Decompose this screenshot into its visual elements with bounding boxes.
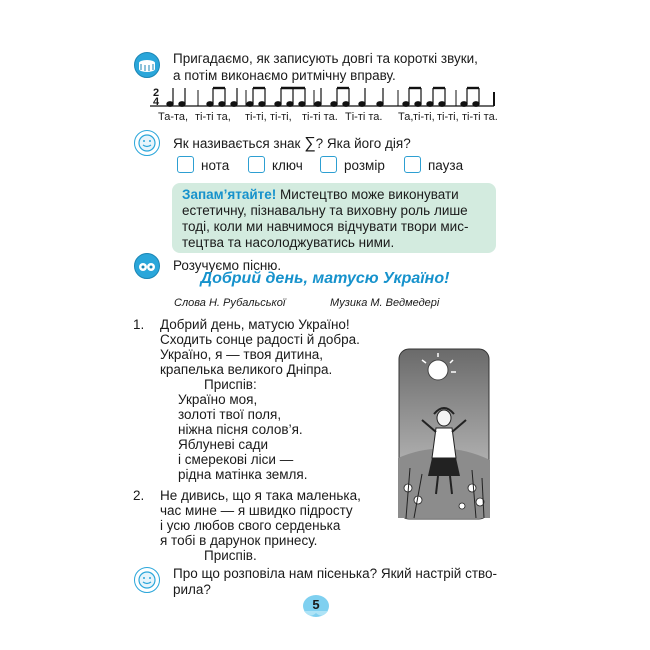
words-credit: Слова Н. Рубальської	[174, 297, 286, 309]
page-number: 5	[312, 597, 320, 612]
chorus-line: Яблуневі сади	[178, 437, 269, 452]
rhythm-staff	[150, 84, 500, 114]
face-icon	[134, 130, 160, 156]
rhythm-syllable: ті-ті,	[437, 111, 459, 123]
verse1-line: крапелька великого Дніпра.	[160, 362, 333, 377]
rhythm-syllable: Та,	[398, 111, 414, 123]
chorus-line: рідна матінка земля.	[178, 467, 308, 482]
verse1-line: Україно, я — твоя дитина,	[160, 347, 324, 362]
chorus-line: золоті твої поля,	[178, 407, 282, 422]
remember-line4: тецтва та насолоджуватись ними.	[182, 235, 395, 250]
chorus-line: ніжна пісня солов’я.	[178, 422, 303, 437]
chorus-repeat: Приспів.	[204, 548, 257, 563]
remember-line2: естетичну, пізнавальну та виховну роль лише	[182, 203, 468, 218]
verse1-line: Сходить сонце радості й добра.	[160, 332, 360, 347]
option-kliuch-label: ключ	[272, 158, 303, 173]
option-rozmir-checkbox[interactable]	[320, 156, 337, 173]
rhythm-syllable: ті-ті та.	[462, 111, 498, 123]
rhythm-syllable: Та-та,	[158, 111, 189, 123]
time-signature: 2 4	[153, 87, 160, 108]
remember-line3: тоді, коли ми навчимося відчувати твори мис-	[182, 219, 469, 234]
verse1-number: 1.	[133, 317, 145, 332]
verse2-line: я тобі в дарунок принесу.	[160, 533, 318, 548]
option-kliuch-checkbox[interactable]	[248, 156, 265, 173]
option-pauza-label: пауза	[428, 158, 464, 173]
chorus-line: і смерекові ліси —	[178, 452, 294, 467]
rhythm-syllable: ті-ті,	[270, 111, 292, 123]
chorus-label: Приспів:	[204, 377, 257, 392]
verse2-line: і усю любов свого серденька	[160, 518, 341, 533]
music-credit: Музика М. Ведмедері	[330, 297, 440, 309]
verse1-line: Добрий день, матусю Україно!	[160, 317, 350, 332]
remember-label: Запам’ятайте!	[182, 187, 277, 202]
rhythm-syllable: Ті-ті та.	[345, 111, 383, 123]
question2-line1: Про що розповіла нам пісенька? Який настрій ство-	[173, 566, 498, 581]
question1: Як називається знак ∑? Яка його дія?	[173, 135, 411, 152]
learn-song-text: Розучуємо пісню.	[173, 258, 282, 273]
intro-line2: а потім виконаємо ритмічну вправу.	[173, 68, 396, 83]
option-pauza-checkbox[interactable]	[404, 156, 421, 173]
chorus-line: Україно моя,	[178, 392, 258, 407]
verse2-line: Не дивись, що я така маленька,	[160, 488, 361, 503]
intro-line1: Пригадаємо, як записують довгі та короткі звуки,	[173, 51, 478, 66]
rhythm-syllable: ті-ті,	[413, 111, 435, 123]
rhythm-syllable: ті-ті та,	[195, 111, 231, 123]
option-nota-checkbox[interactable]	[177, 156, 194, 173]
option-rozmir-label: розмір	[344, 158, 385, 173]
verse2-number: 2.	[133, 488, 145, 503]
face-icon-2	[134, 567, 160, 593]
question2-line2: рила?	[173, 582, 211, 597]
option-nota-label: нота	[201, 158, 230, 173]
drum-icon	[134, 52, 160, 78]
verse2-line: час мине — я швидко підросту	[160, 503, 353, 518]
girl-illustration	[398, 348, 490, 520]
rhythm-syllable: ті-ті та.	[302, 111, 338, 123]
rhythm-syllable: ті-ті,	[245, 111, 267, 123]
song-title: Добрий день, матусю Україно!	[200, 270, 450, 287]
remember-line1: Запам’ятайте! Мистецтво може виконувати	[182, 187, 459, 202]
